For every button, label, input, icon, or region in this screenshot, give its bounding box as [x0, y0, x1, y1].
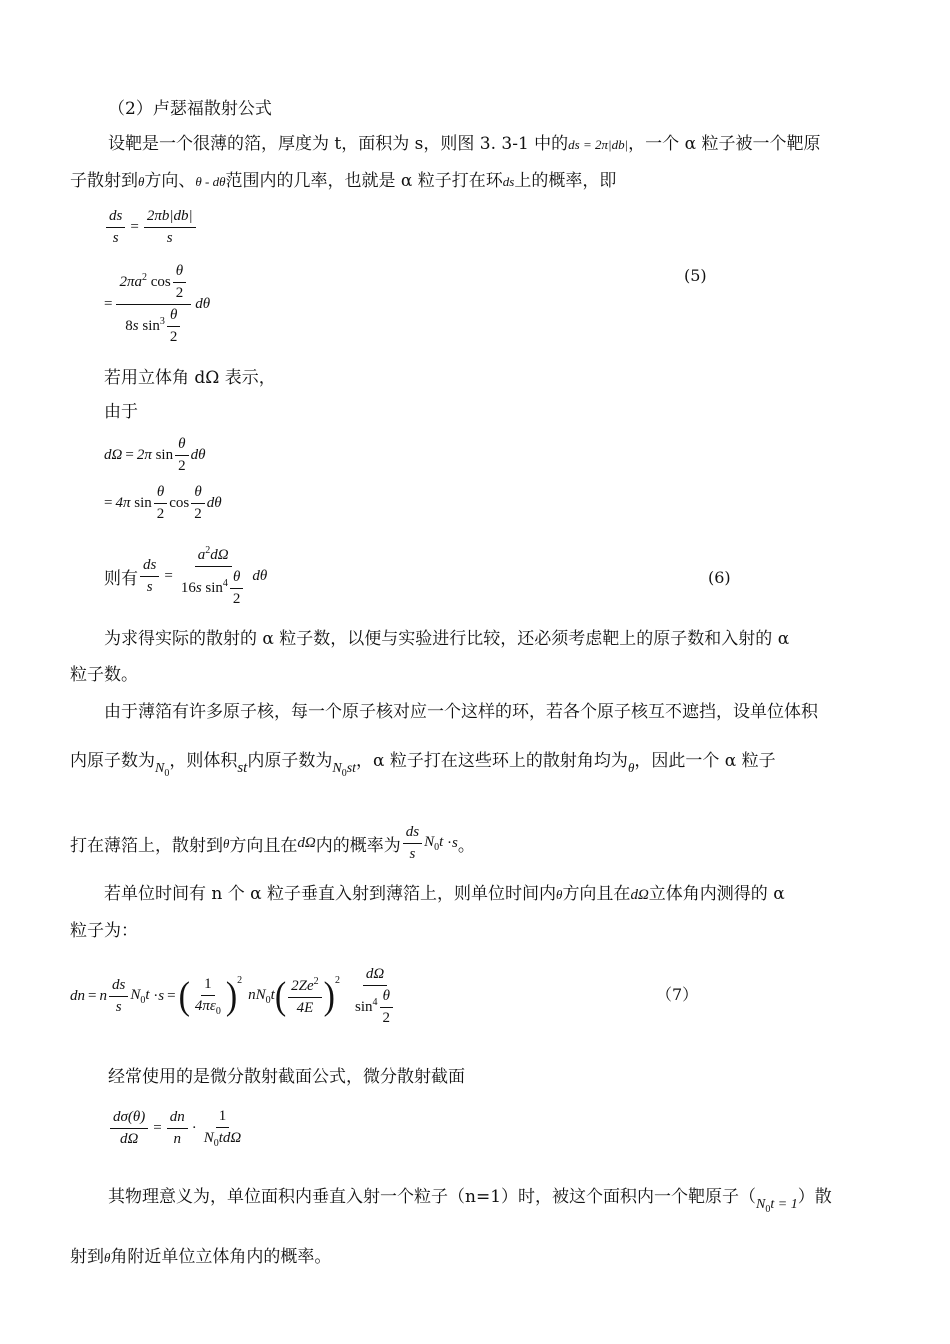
p6-text-b: ）散	[797, 1187, 832, 1207]
p3-text-g: 打在薄箔上，散射到	[70, 836, 223, 856]
p3-text-i: 内的概率为	[315, 836, 401, 856]
p4-text-c: 立体角内测得的 α	[648, 884, 785, 904]
paragraph-4-line-1: 若单位时间有 n 个 α 粒子垂直入射到薄箔上，则单位时间内θ方向且在dΩ立体角内测得的 α	[104, 884, 785, 904]
equation-6: 则有 $\frac{ds}{s}$ = $a^2d\Omega$ 16s $\sin^4$ $\frac{\theta}{2}$ dθ	[104, 545, 268, 607]
equation-5-line-2: = $2\pi a^2$ cos $\frac{\theta}{2}$ 8s $\sin^3$ $\frac{\theta}{2}$ dθ	[104, 263, 211, 345]
paragraph-3-line-2: 内原子数为$_{N_0}$，则体积st内原子数为$_{N_0st}$，α 粒子打在这些环上的散射角均为$_\theta$，因此一个 α 粒子	[70, 751, 776, 779]
p3-text-e: ，α 粒子打在这些环上的散射角均为	[356, 751, 628, 771]
equation-7-number: （7）	[656, 985, 699, 1004]
equation-6-number: (6)	[708, 568, 731, 587]
paragraph-3-line-3: 打在薄箔上，散射到 θ 方向且在 dΩ 内的概率为 $\frac{ds}{s}$ $N_0t$ · s 。	[70, 824, 475, 862]
paragraph-3-line-1: 由于薄箔有许多原子核，每一个原子核对应一个这样的环，若各个原子核互不遮挡，设单位体积	[104, 702, 818, 722]
cross-section-equation: $\frac{d\sigma(\theta)}{d\Omega}$ = $\frac{dn}{n}$ · $\frac{1}{N_0td\Omega}$	[108, 1108, 246, 1149]
p3-text-c: ，则体积	[169, 751, 238, 771]
then-text: 则有	[104, 569, 138, 589]
p3-text-b: 内原子数为	[70, 751, 155, 771]
p1-formula: ds = 2π|db|	[568, 137, 629, 152]
equation-5-line-1: $\frac{ds}{s}$ = $\frac{2\pi b|db|}{s}$	[104, 208, 198, 247]
paragraph-4-line-2: 粒子为：	[70, 921, 138, 941]
equation-5-number: (5)	[684, 266, 707, 285]
domega-equation-line-1: dΩ = 2π sin $\frac{\theta}{2}$ dθ	[104, 436, 206, 474]
p3-text-d: 内原子数为	[247, 751, 333, 771]
p6-text-a: 其物理意义为，单位面积内垂直入射一个粒子（n=1）时，被这个面积内一个靶原子（	[108, 1187, 757, 1207]
p1-text-c: 子散射到	[70, 171, 138, 191]
p4-text-b: 方向且在	[562, 884, 631, 904]
p1-text-a: 设靶是一个很薄的箔，厚度为 t，面积为 s，则图 3. 3-1 中的	[108, 134, 569, 154]
p1-text-f: 上的概率，即	[514, 171, 617, 191]
paragraph-5: 经常使用的是微分散射截面公式，微分散射截面	[108, 1067, 465, 1087]
p3-text-h: 方向且在	[229, 836, 298, 856]
p4-text-a: 若单位时间有 n 个 α 粒子垂直入射到薄箔上，则单位时间内	[104, 884, 557, 904]
p1-text-e: 范围内的几率，也就是 α 粒子打在环	[225, 171, 503, 191]
paragraph-1-line-2: 子散射到θ方向、θ - dθ范围内的几率，也就是 α 粒子打在环ds上的概率，即	[70, 171, 617, 191]
p1-text-b: ，一个 α 粒子被一个靶原	[628, 134, 821, 154]
p1-text-d: 方向、	[144, 171, 196, 191]
equation-7: dn = n $\frac{ds}{s}$ $N_0t$ · s = ( $\frac{1}{4\pi\varepsilon_0}$ ) $^2$ $nN_0t$ ( $\frac{2Ze^2}{4E}$ ) $^2$ dΩ $\sin^4$ $\frac{\theta}{2}$	[70, 966, 400, 1027]
p3-text-f: ，因此一个 α 粒子	[634, 751, 776, 771]
p6-text-c: 射到	[70, 1247, 104, 1267]
since-line: 由于	[104, 402, 138, 422]
solid-angle-line	[104, 367, 276, 389]
section-heading: （2）卢瑟福散射公式	[108, 99, 272, 119]
p6-text-d: 角附近单位立体角内的概率。	[110, 1247, 332, 1267]
p3-text-j: 。	[457, 836, 475, 856]
solid-angle-text: 若用立体角 dΩ 表示，	[104, 368, 276, 388]
paragraph-1-line-1	[108, 133, 820, 156]
paragraph-2-line-2: 粒子数。	[70, 665, 138, 685]
paragraph-6-line-2: 射到θ角附近单位立体角内的概率。	[70, 1247, 332, 1267]
domega-equation-line-2: = 4π sin $\frac{\theta}{2}$ cos $\frac{\theta}{2}$ dθ	[104, 484, 222, 522]
paragraph-6-line-1: 其物理意义为，单位面积内垂直入射一个粒子（n=1）时，被这个面积内一个靶原子$(_{N_0t = 1})$散	[108, 1187, 832, 1215]
paragraph-2-line-1: 为求得实际的散射的 α 粒子数，以便与实验进行比较，还必须考虑靶上的原子数和入射的 α	[104, 629, 790, 649]
